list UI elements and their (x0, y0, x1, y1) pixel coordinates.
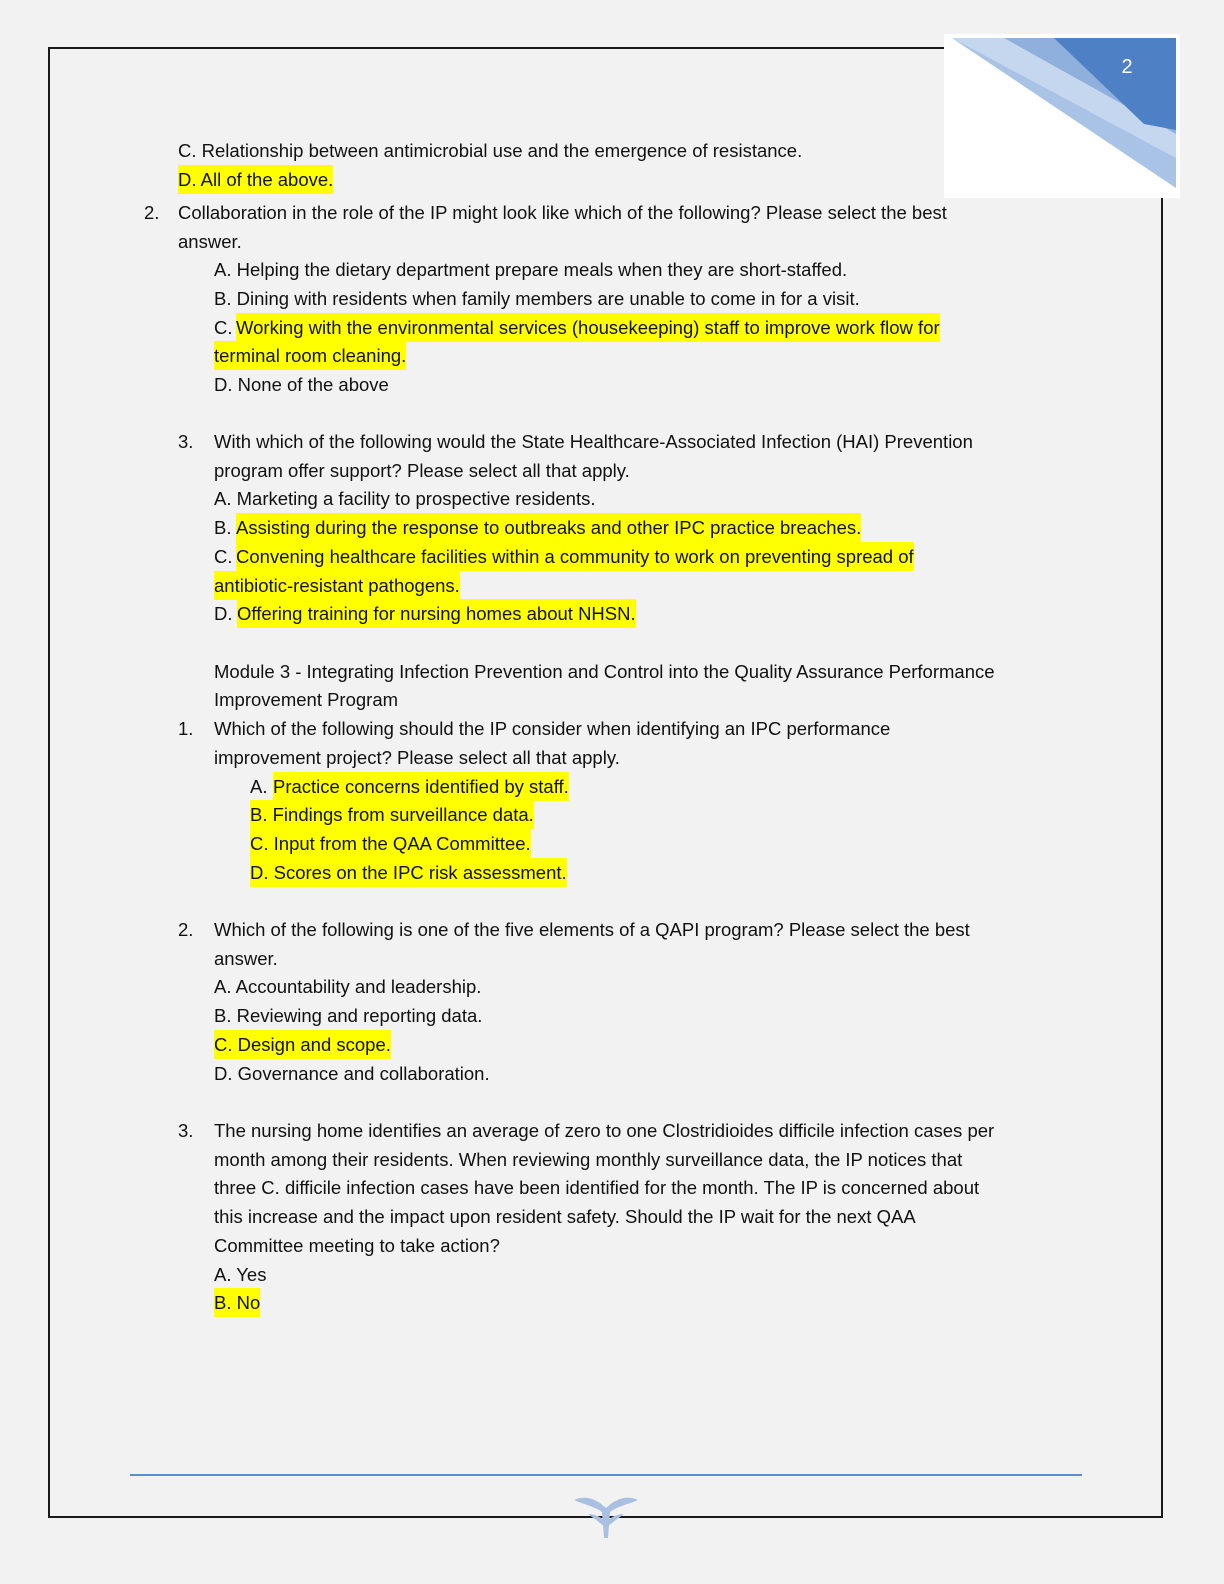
page-number: 2 (1121, 56, 1133, 78)
q2-option-b: B. Dining with residents when family members are unable to come in for a visit. (214, 288, 860, 309)
m3q1-option-d: D. Scores on the IPC risk assessment. (250, 858, 567, 887)
m3q2-option-d: D. Governance and collaboration. (214, 1063, 490, 1084)
m3q1-option-c: C. Input from the QAA Committee. (250, 829, 531, 858)
q3-option-d: Offering training for nursing homes about NHSN. (237, 599, 636, 628)
m3q2-option-b: B. Reviewing and reporting data. (214, 1005, 483, 1026)
q3-option-b: Assisting during the response to outbreaks and other IPC practice breaches. (236, 513, 861, 542)
q3-number: 3. (178, 431, 194, 452)
q1-option-d: D. All of the above. (178, 165, 333, 194)
m3q2-number: 2. (178, 919, 194, 940)
q2-option-d: D. None of the above (214, 374, 389, 395)
m3q3-text-line-5: Committee meeting to take action? (214, 1235, 500, 1256)
m3q3-text-line-1: The nursing home identifies an average of zero to one Clostridioides difficile infection cases per (214, 1120, 995, 1141)
m3q2-text-line-1: Which of the following is one of the five elements of a QAPI program? Please select the best (214, 919, 970, 940)
q3-option-d-prefix: D. (214, 603, 233, 624)
module-title-line-2: Improvement Program (214, 689, 399, 710)
m3q3-text-line-4: this increase and the impact upon resident safety. Should the IP wait for the next QAA (214, 1206, 916, 1227)
q3-option-c-prefix: C. (214, 546, 233, 567)
q2-option-c-line-2: terminal room cleaning. (214, 341, 406, 370)
q3-option-a: A. Marketing a facility to prospective residents. (214, 488, 596, 509)
q2-number: 2. (144, 202, 160, 223)
m3q1-option-b: B. Findings from surveillance data. (250, 800, 534, 829)
module-title-line-1: Module 3 - Integrating Infection Prevention and Control into the Quality Assurance Performance (214, 661, 995, 682)
m3q3-option-b: B. No (214, 1288, 260, 1317)
m3q3-text-line-2: month among their residents. When reviewing monthly surveillance data, the IP notices that (214, 1149, 963, 1170)
m3q1-text-line-1: Which of the following should the IP consider when identifying an IPC performance (214, 718, 891, 739)
q2-option-c-line-1: Working with the environmental services (housekeeping) staff to improve work flow for (236, 313, 940, 342)
m3q1-number: 1. (178, 718, 194, 739)
m3q3-text-line-3: three C. difficile infection cases have been identified for the month. The IP is concerned about (214, 1177, 980, 1198)
footer-rule (130, 1474, 1082, 1476)
q3-text-line-1: With which of the following would the State Healthcare-Associated Infection (HAI) Prevention (214, 431, 973, 452)
m3q3-number: 3. (178, 1120, 194, 1141)
q1-option-c: C. Relationship between antimicrobial use and the emergence of resistance. (178, 140, 803, 161)
q2-option-a: A. Helping the dietary department prepare meals when they are short-staffed. (214, 259, 848, 280)
q3-text-line-2: program offer support? Please select all that apply. (214, 460, 630, 481)
q3-option-b-prefix: B. (214, 517, 232, 538)
m3q2-option-c: C. Design and scope. (214, 1030, 391, 1059)
q3-option-c-line-1: Convening healthcare facilities within a community to work on preventing spread of (236, 542, 914, 571)
q2-text-line-2: answer. (178, 231, 242, 252)
m3q1-option-a: Practice concerns identified by staff. (273, 772, 569, 801)
m3q3-option-a: A. Yes (214, 1264, 267, 1285)
m3q1-text-line-2: improvement project? Please select all that apply. (214, 747, 620, 768)
footer-logo-icon (570, 1492, 642, 1545)
q3-option-c-line-2: antibiotic-resistant pathogens. (214, 571, 460, 600)
m3q2-text-line-2: answer. (214, 948, 278, 969)
corner-decoration (944, 34, 1180, 198)
m3q2-option-a: A. Accountability and leadership. (214, 976, 482, 997)
q2-option-c-prefix: C. (214, 317, 233, 338)
m3q1-option-a-prefix: A. (250, 776, 268, 797)
q2-text-line-1: Collaboration in the role of the IP might look like which of the following? Please select the best (178, 202, 947, 223)
